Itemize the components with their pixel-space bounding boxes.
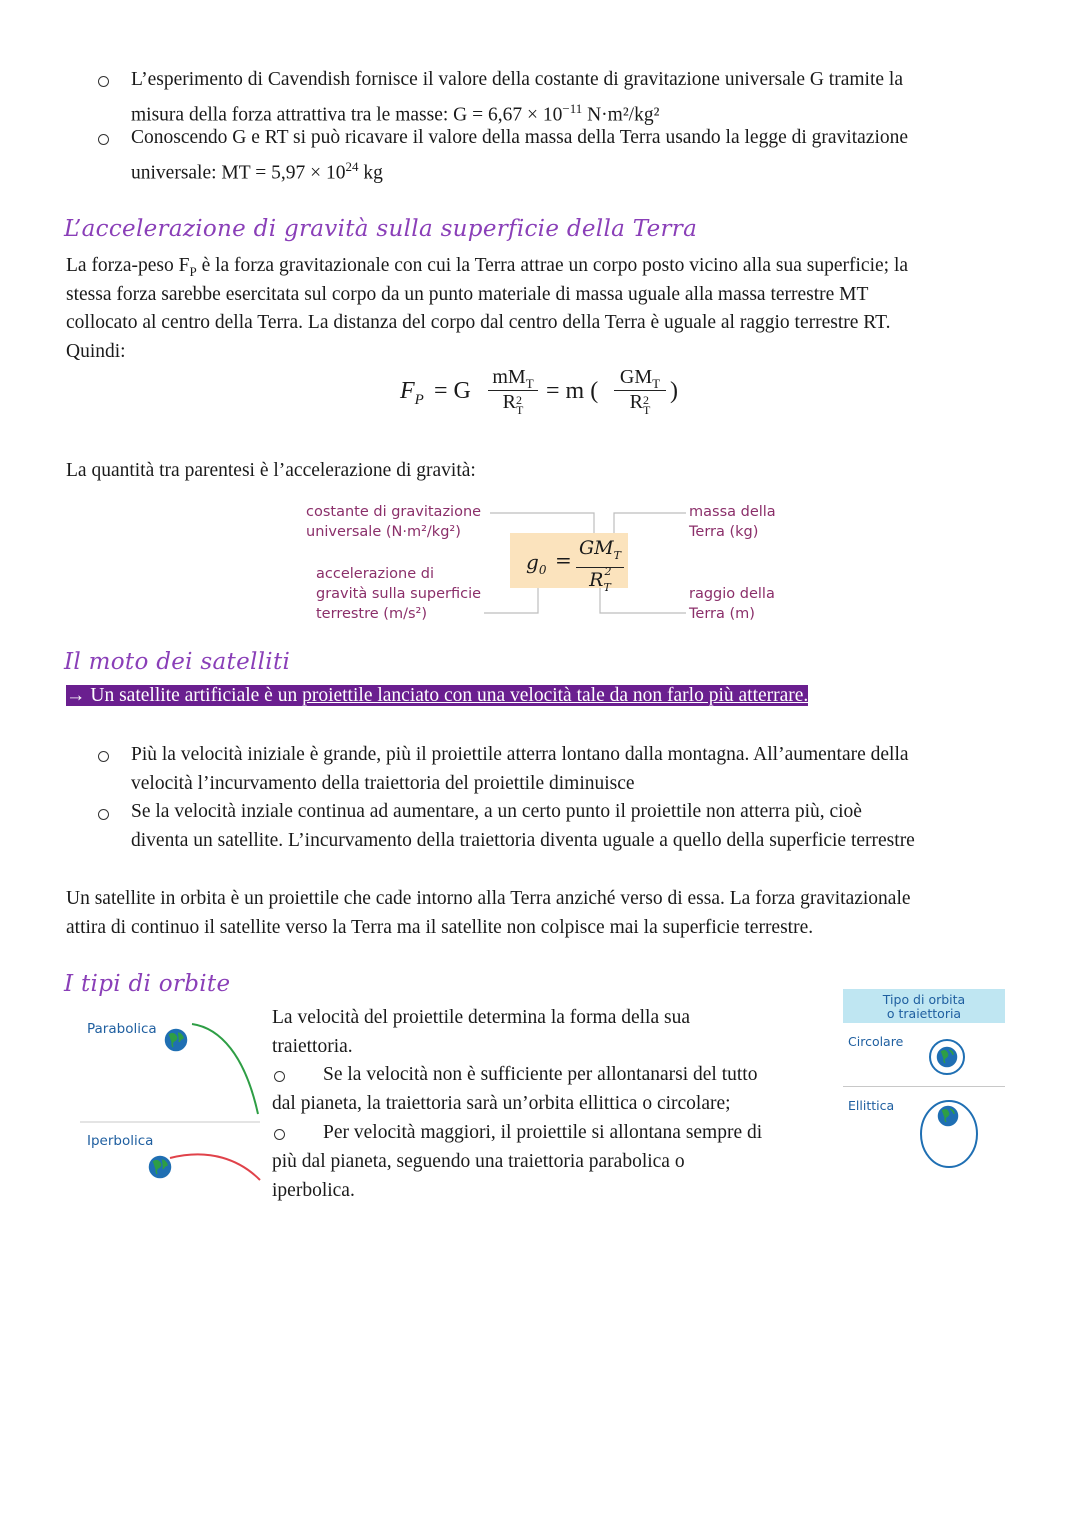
intro-item-2-line-1: Conoscendo G e RT si può ricavare il valore della massa della Terra usando la legge di gravitazione [131, 127, 909, 148]
satellite-item-2-line-2: diventa un satellite. L’incurvamento della traiettoria diventa uguale a quello della superficie terrestre [131, 830, 915, 851]
formula-fp: $F_P$ [400, 378, 424, 408]
bullet-icon [274, 1071, 285, 1082]
formula-close-paren: ) [670, 378, 678, 404]
formula-equals-m: = m ( [546, 378, 599, 404]
section-title-orbit-types: I tipi di orbite [64, 971, 231, 997]
satellite-definition-highlight: → Un satellite artificiale è un proiettile lanciato con una velocità tale da non farlo più atterrare. [66, 685, 809, 706]
formula-fraction-1: $mM_T$ R 2 $_T$ [488, 366, 538, 418]
earth-icon [146, 1153, 174, 1181]
paragraph-line: Quindi: [66, 341, 126, 362]
orbit-paragraph-line-1: Un satellite in orbita è un proiettile che cade intorno alla Terra anziché verso di essa. La forza gravitazionale [66, 888, 911, 909]
satellite-item-2-line-1: Se la velocità inziale continua ad aumentare, a un certo punto il proiettile non atterra più, cioè [131, 801, 862, 822]
label-circolare: Circolare [848, 1034, 904, 1049]
intro-item-2-line-2: universale: MT = $5,97 \times 10^{24}$ kg [131, 159, 383, 184]
section-title-gravity-acceleration: L’accelerazione di gravità sulla superficie della Terra [64, 216, 698, 242]
intro-item-1-line-1: L’esperimento di Cavendish fornisce il valore della costante di gravitazione universale G tramite la [131, 69, 903, 90]
gravity-acceleration-intro: La quantità tra parentesi è l’accelerazione di gravità: [66, 460, 476, 481]
bullet-icon [98, 134, 109, 145]
orbit-text-line: traiettoria. [272, 1036, 353, 1057]
orbit-text-line: iperbolica. [272, 1180, 355, 1201]
label-ellittica: Ellittica [848, 1098, 895, 1113]
satellite-item-1-line-1: Più la velocità iniziale è grande, più il proiettile atterra lontano dalla montagna. All’aumentare della [131, 744, 909, 765]
table-header: Tipo di orbita o traiettoria [843, 989, 1005, 1023]
orbit-text-line: La velocità del proiettile determina la forma della sua [272, 1007, 690, 1028]
label-earth-radius: raggio della Terra (m) [689, 586, 775, 622]
orbit-text-line: Se la velocità non è sufficiente per allontanarsi del tutto [323, 1064, 758, 1085]
paragraph-line: collocato al centro della Terra. La distanza del corpo dal centro della Terra è uguale al raggio terrestre RT. [66, 312, 891, 333]
paragraph-line: stessa forza sarebbe esercitata sul corpo da un punto materiale di massa uguale alla massa terrestre MT [66, 284, 869, 305]
bullet-icon [98, 76, 109, 87]
closed-orbits-svg [920, 1030, 990, 1175]
earth-icon [937, 1105, 959, 1127]
earth-icon [162, 1026, 190, 1054]
bullet-icon [274, 1129, 285, 1140]
label-earth-mass: massa della Terra (kg) [689, 504, 776, 540]
bullet-icon [98, 751, 109, 762]
weight-force-formula [400, 362, 700, 432]
orbit-text-line: dal pianeta, la traiettoria sarà un’orbita ellittica o circolare; [272, 1093, 731, 1114]
orbit-text-line: Per velocità maggiori, il proiettile si allontana sempre di [323, 1122, 763, 1143]
earth-icon [936, 1046, 958, 1068]
label-parabolica: Parabolica [87, 1021, 157, 1037]
section-title-satellite-motion: Il moto dei satelliti [64, 649, 291, 675]
formula-fraction-2: $GM_T$ R 2 $_T$ [614, 366, 666, 418]
satellite-item-1-line-2: velocità l’incurvamento della traiettoria del proiettile diminuisce [131, 773, 635, 794]
parabolic-trajectory [192, 1024, 258, 1114]
paragraph-line: La forza-peso $F_P$ è la forza gravitazionale con cui la Terra attrae un corpo posto vicino alla sua superficie; la [66, 255, 909, 279]
hyperbolic-trajectory [170, 1154, 260, 1180]
label-iperbolica: Iperbolica [87, 1133, 154, 1149]
intro-item-1-line-2: misura della forza attrattiva tra le masse: $G = 6,67 \times 10^{-11}$ N·m²/kg² [131, 101, 660, 126]
g0-formula-box: $g_0$ = $GM_T$ R 2 $_T$ [510, 533, 628, 588]
orbit-paragraph-line-2: attira di continuo il satellite verso la Terra ma il satellite non colpisce mai la superficie terrestre. [66, 917, 814, 938]
bullet-icon [98, 809, 109, 820]
formula-equals-g: = G [434, 378, 471, 404]
label-surface-gravity: accelerazione di gravità sulla superficie terrestre (m/s²) [316, 566, 482, 622]
label-gravitational-constant: costante di gravitazione universale (N·m²/kg²) [306, 504, 482, 540]
orbit-text-line: più dal pianeta, seguendo una traiettoria parabolica o [272, 1151, 685, 1172]
